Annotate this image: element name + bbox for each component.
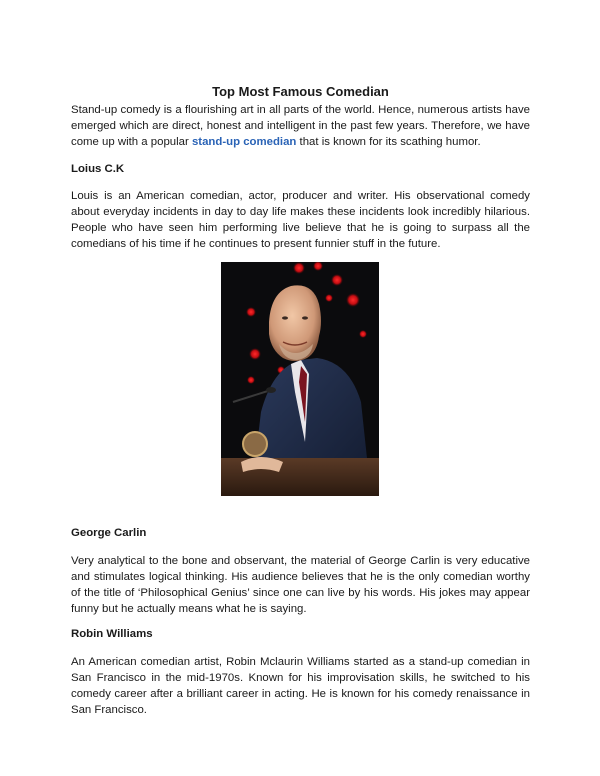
page-title: Top Most Famous Comedian <box>212 84 389 99</box>
section-body-robin-williams: An American comedian artist, Robin Mclaurin Williams started as a stand-up comedian in San Francisco in the mid-1970s. Known for his improvisation skills, he switched to his comedy career after a brilliant career in acting. He is known for his comedy renaissance in San Francisco. <box>71 656 530 716</box>
section-heading-louis-ck: Loius C.K <box>71 163 125 175</box>
section-heading-george-carlin: George Carlin <box>71 527 147 539</box>
section-heading-robin-williams: Robin Williams <box>71 628 153 640</box>
stage-light <box>331 274 343 286</box>
stage-light <box>359 330 367 338</box>
intro-text-before: Stand-up comedy is a flourishing art in all parts of the world. Hence, numerous artists have emerged which are direct, honest and intelligent in the past few years. Therefore, we have come up with a popular <box>71 104 530 148</box>
stage-light <box>325 294 333 302</box>
stage-light <box>246 307 256 317</box>
section-body-louis-ck: Louis is an American comedian, actor, producer and writer. His observational comedy about everyday incidents in day to day life makes these incidents look incredibly hilarious. People who have seen him performing live believe that he is going to surpass all the comedians of his time if he continues to present funnier stuff in the future. <box>71 190 530 250</box>
award-medal <box>243 432 267 456</box>
stand-up-comedian-link[interactable]: stand-up comedian <box>191 136 297 148</box>
section-body-george-carlin: Very analytical to the bone and observant, the material of George Carlin is very educative and stimulates logical thinking. His audience believes that he is the only comedian worthy of the title of ‘Philosophical Genius’ since one can live by his words. His jokes may appear funny but he actually means what he is saying. <box>71 555 530 615</box>
stage-light <box>293 262 305 274</box>
stage-light <box>247 376 255 384</box>
left-eye <box>282 316 288 319</box>
microphone <box>266 387 276 393</box>
intro-text-after: that is known for its scathing humor. <box>296 136 481 148</box>
comedian-photo-illustration <box>221 262 379 496</box>
intro-paragraph <box>71 102 530 150</box>
comedian-photo <box>221 262 379 496</box>
comedian-face <box>269 285 321 361</box>
stage-light <box>346 293 360 307</box>
right-eye <box>302 316 308 319</box>
stage-light <box>249 348 261 360</box>
